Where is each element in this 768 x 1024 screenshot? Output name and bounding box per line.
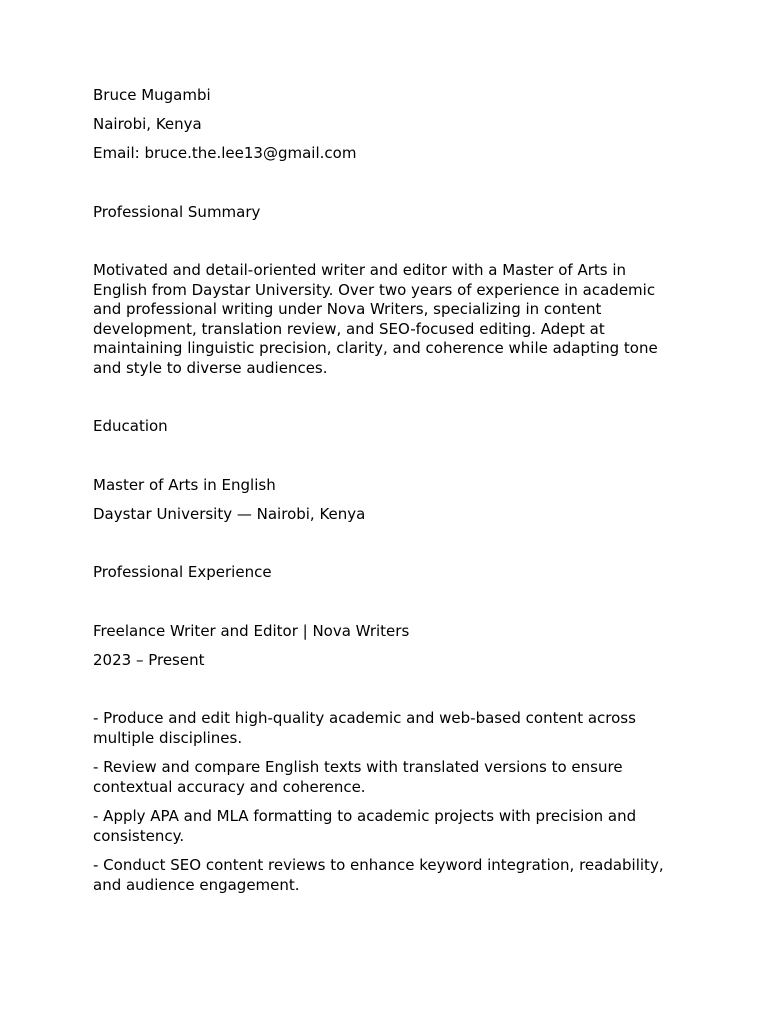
education-degree: Master of Arts in English <box>93 475 276 494</box>
experience-bullet: - Conduct SEO content reviews to enhance keyword integration, readability, and audience engagement. <box>93 856 664 894</box>
candidate-email: Email: bruce.the.lee13@gmail.com <box>93 144 357 162</box>
resume-body <box>93 86 683 895</box>
experience-heading: Professional Experience <box>93 563 272 581</box>
experience-bullet: - Review and compare English texts with translated versions to ensure contextual accuracy and coherence. <box>93 758 623 796</box>
experience-period: 2023 – Present <box>93 650 205 669</box>
experience-bullet: - Produce and edit high-quality academic and web-based content across multiple disciplines. <box>93 709 636 747</box>
education-heading: Education <box>93 417 168 435</box>
candidate-location: Nairobi, Kenya <box>93 115 202 133</box>
education-institution: Daystar University — Nairobi, Kenya <box>93 504 366 523</box>
summary-heading: Professional Summary <box>93 202 261 221</box>
summary-text: Motivated and detail-oriented writer and editor with a Master of Arts in English from Daystar University. Over two years of experience in academic and professional writing under Nova Writers, specializing in content development, translation review, and SEO-focused editing. Adept at maintaining linguistic precision, clarity, and coherence while adapting tone and style to diverse audiences. <box>93 261 658 377</box>
candidate-name: Bruce Mugambi <box>93 86 211 104</box>
experience-role: Freelance Writer and Editor | Nova Writers <box>93 621 410 640</box>
experience-bullet: - Apply APA and MLA formatting to academic projects with precision and consistency. <box>93 807 637 845</box>
